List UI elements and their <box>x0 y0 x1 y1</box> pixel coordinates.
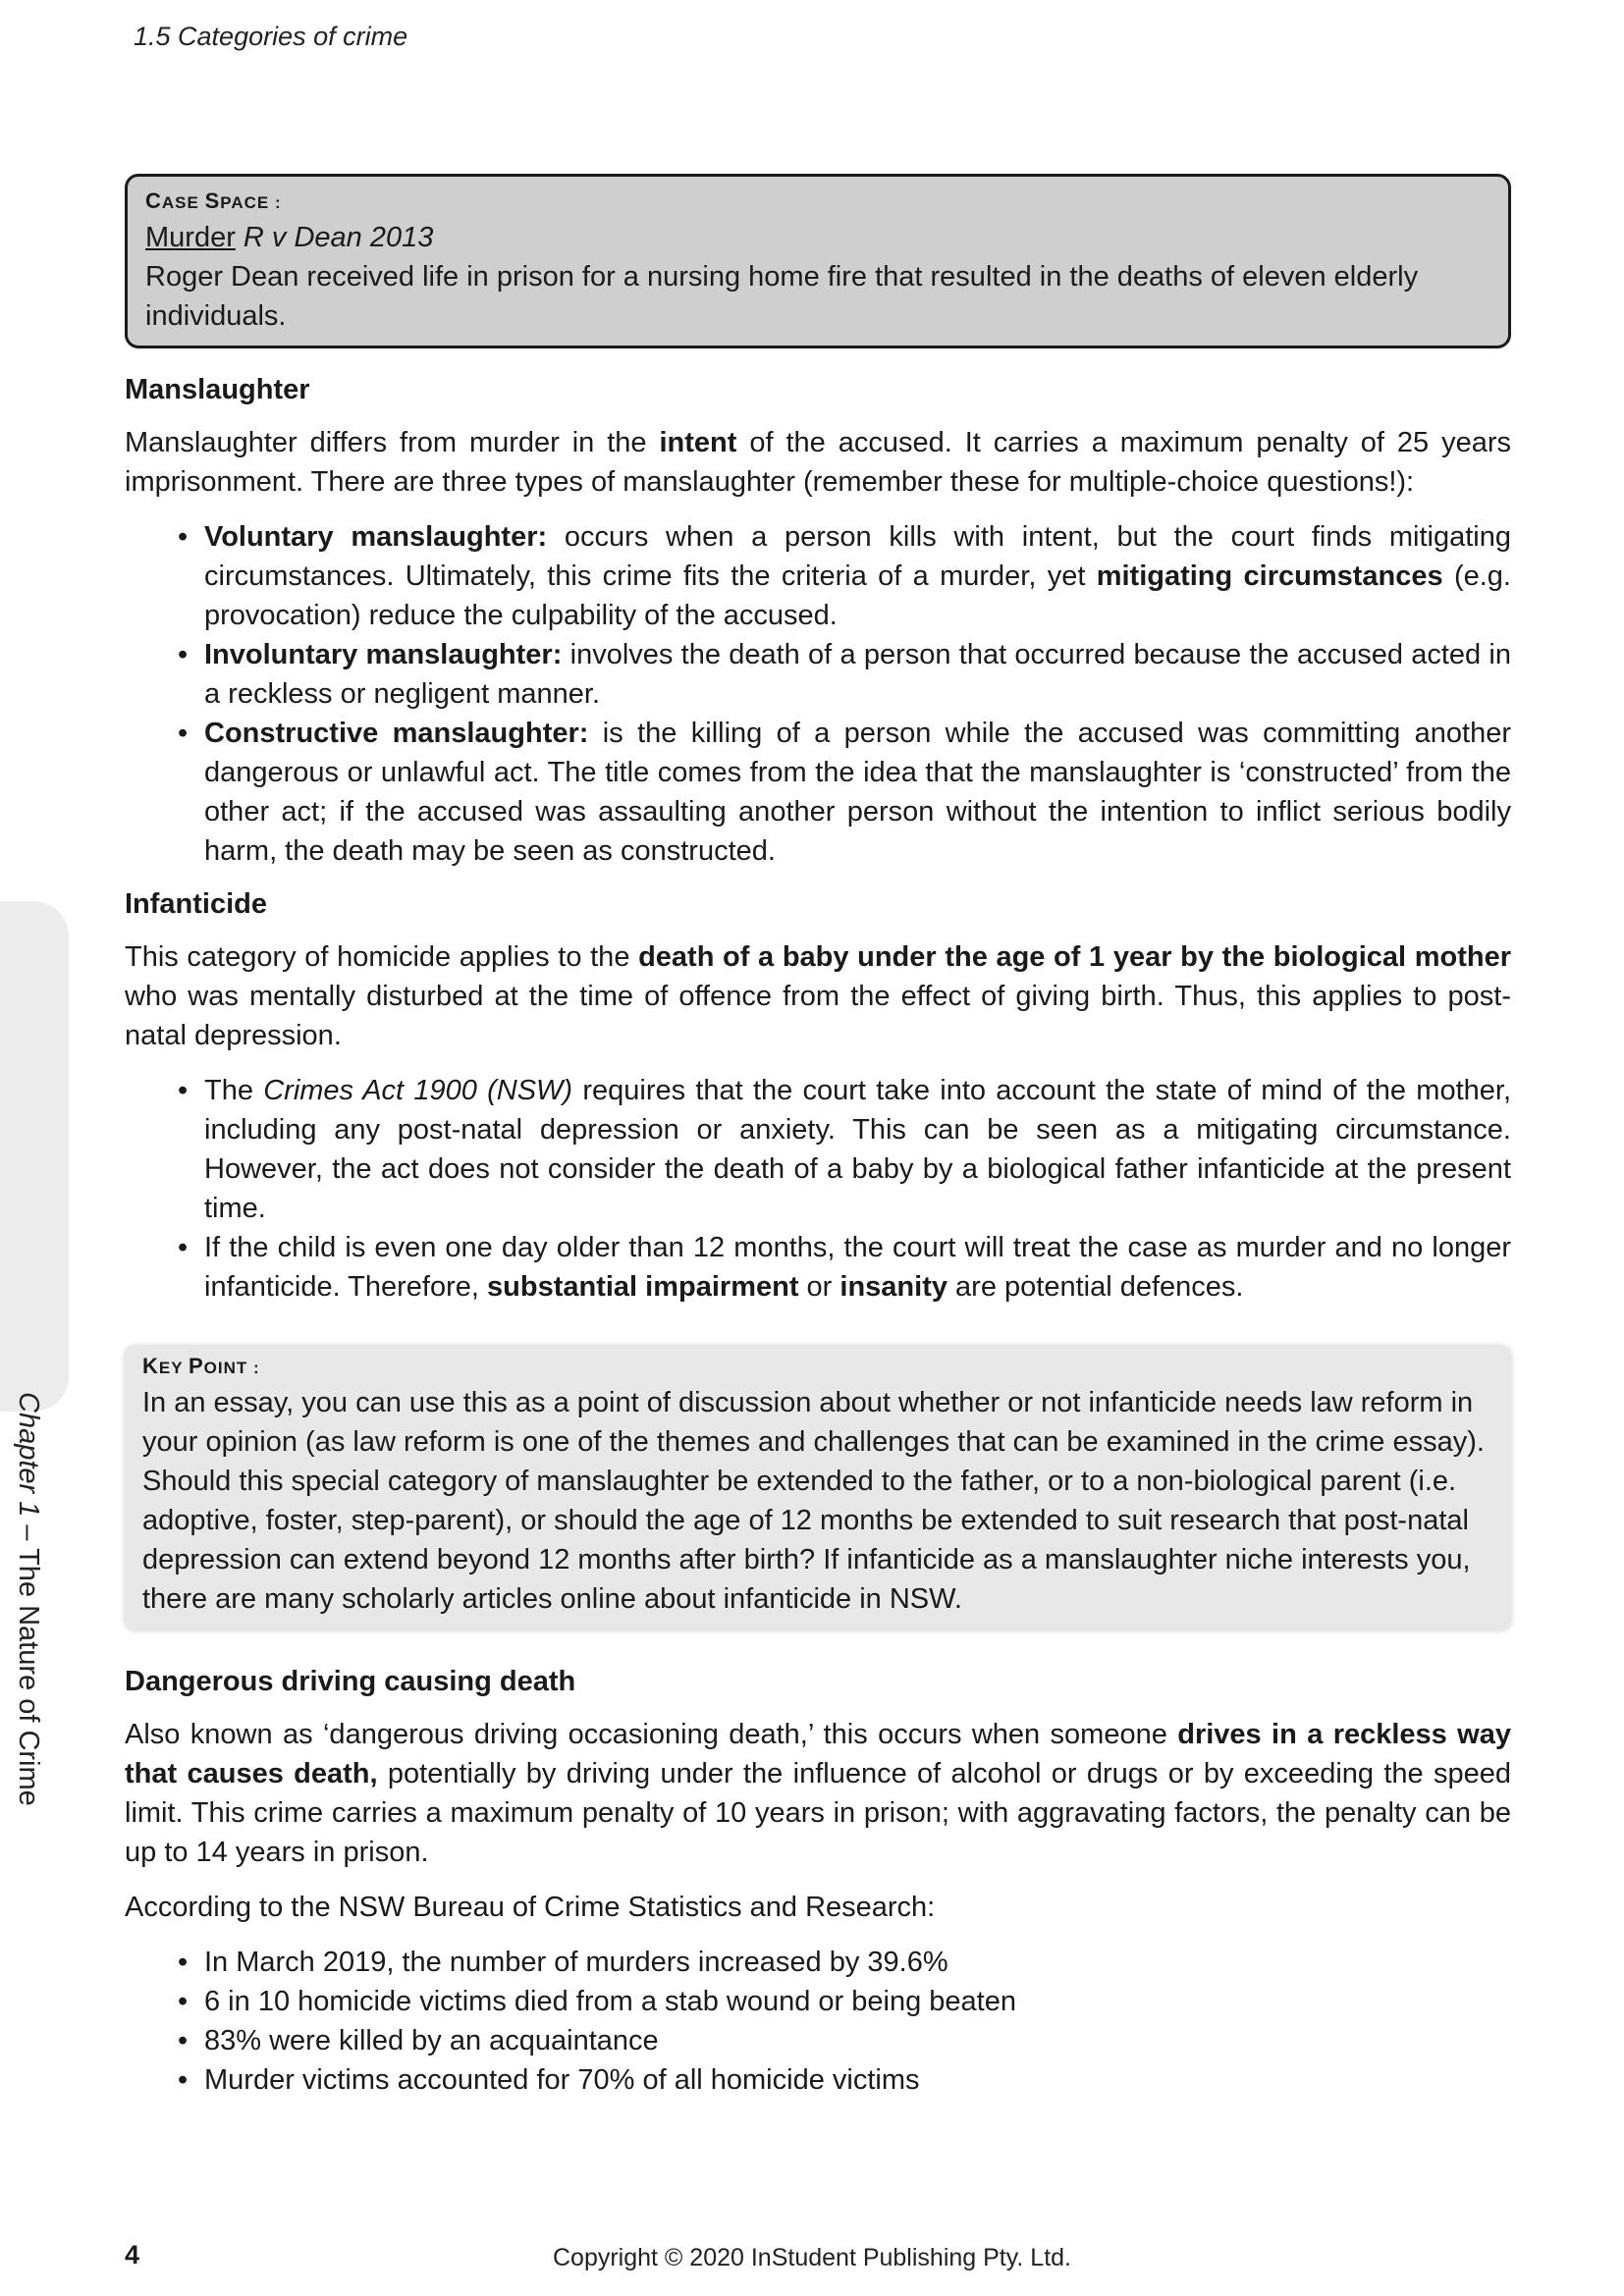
list-item: • 6 in 10 homicide victims died from a stab wound or being beaten <box>204 1982 1511 2021</box>
copyright-notice: Copyright © 2020 InStudent Publishing Pty. Ltd. <box>552 2244 1071 2271</box>
page-content <box>125 174 1511 2113</box>
dangerous-driving-paragraph: Also known as ‘dangerous driving occasioning death,’ this occurs when someone drives in a reckless way that causes death, potentially by driving under the influence of alcohol or drugs or by exceeding the speed limit. This crime carries a maximum penalty of 10 years in prison; with aggravating factors, the penalty can be up to 14 years in prison. <box>125 1719 1511 1868</box>
heading-infanticide: Infanticide <box>125 888 268 920</box>
manslaughter-types-list <box>125 517 1511 871</box>
crime-statistics-list <box>125 1943 1511 2100</box>
page-number: 4 <box>125 2240 140 2269</box>
infanticide-paragraph: This category of homicide applies to the death of a baby under the age of 1 year by the biological mother who was mentally disturbed at the time of offence from the effect of giving birth. Thus, this applies to post-natal depression. <box>125 941 1511 1051</box>
chapter-side-tab <box>0 901 69 1412</box>
chapter-side-tab-text <box>12 1392 44 1863</box>
case-space-box <box>125 174 1511 348</box>
list-item: • 83% were killed by an acquaintance <box>204 2021 1511 2060</box>
key-point-text: In an essay, you can use this as a point of discussion about whether or not infanticide needs law reform in your opinion (as law reform is one of the themes and challenges that can be examined in the crime essay). Should this special category of manslaughter be extended to the father, or to a non-biological parent (i.e. adoptive, foster, step-parent), or should the age of 12 months be extended to suit research that post-natal depression can extend beyond 12 months after birth? If infanticide as a manslaughter niche interests you, there are many scholarly articles online about infanticide in NSW. <box>142 1387 1485 1615</box>
list-item: • Constructive manslaughter: is the killing of a person while the accused was committing another dangerous or unlawful act. The title comes from the idea that the manslaughter is ‘constructed’ from the other act; if the accused was assaulting another person without the intention to inflict serious bodily harm, the death may be seen as constructed. <box>204 714 1511 871</box>
case-offence: Murder <box>145 222 236 253</box>
case-title <box>145 218 1490 257</box>
case-citation: R v Dean 2013 <box>235 222 434 253</box>
list-item: • If the child is even one day older than 12 months, the court will treat the case as murder and no longer infanticide. Therefore, substantial impairment or insanity are potential defences. <box>204 1228 1511 1307</box>
list-item: • Voluntary manslaughter: occurs when a person kills with intent, but the court finds mitigating circumstances. Ultimately, this crime fits the criteria of a murder, yet mitigating circumstances (e.g. provocation) reduce the culpability of the accused. <box>204 517 1511 635</box>
case-text: Roger Dean received life in prison for a nursing home fire that resulted in the deaths of eleven elderly individuals. <box>145 261 1419 332</box>
manslaughter-paragraph: Manslaughter differs from murder in the intent of the accused. It carries a maximum penalty of 25 years imprisonment. There are three types of manslaughter (remember these for multiple-choice questions!): <box>125 427 1512 498</box>
infanticide-list <box>125 1071 1511 1307</box>
list-item: • Involuntary manslaughter: involves the death of a person that occurred because the accused acted in a reckless or negligent manner. <box>204 635 1511 714</box>
running-head: 1.5 Categories of crime <box>134 22 408 51</box>
heading-manslaughter: Manslaughter <box>125 374 310 405</box>
key-point-label: KEY POINT : <box>142 1354 260 1378</box>
chapter-number: Chapter 1 <box>13 1392 44 1518</box>
heading-dangerous-driving: Dangerous driving causing death <box>125 1666 576 1697</box>
list-item: • Murder victims accounted for 70% of all homicide victims <box>204 2060 1511 2100</box>
bocsar-intro: According to the NSW Bureau of Crime Statistics and Research: <box>125 1892 936 1923</box>
key-point-box <box>125 1346 1511 1630</box>
chapter-title: – The Nature of Crime <box>13 1517 44 1806</box>
list-item: • In March 2019, the number of murders increased by 39.6% <box>204 1943 1511 1982</box>
case-space-label: CASE SPACE : <box>145 188 282 213</box>
list-item: • The Crimes Act 1900 (NSW) requires that the court take into account the state of mind of the mother, including any post-natal depression or anxiety. This can be seen as a mitigating circumstance. However, the act does not consider the death of a baby by a biological father infanticide at the present time. <box>204 1071 1511 1228</box>
